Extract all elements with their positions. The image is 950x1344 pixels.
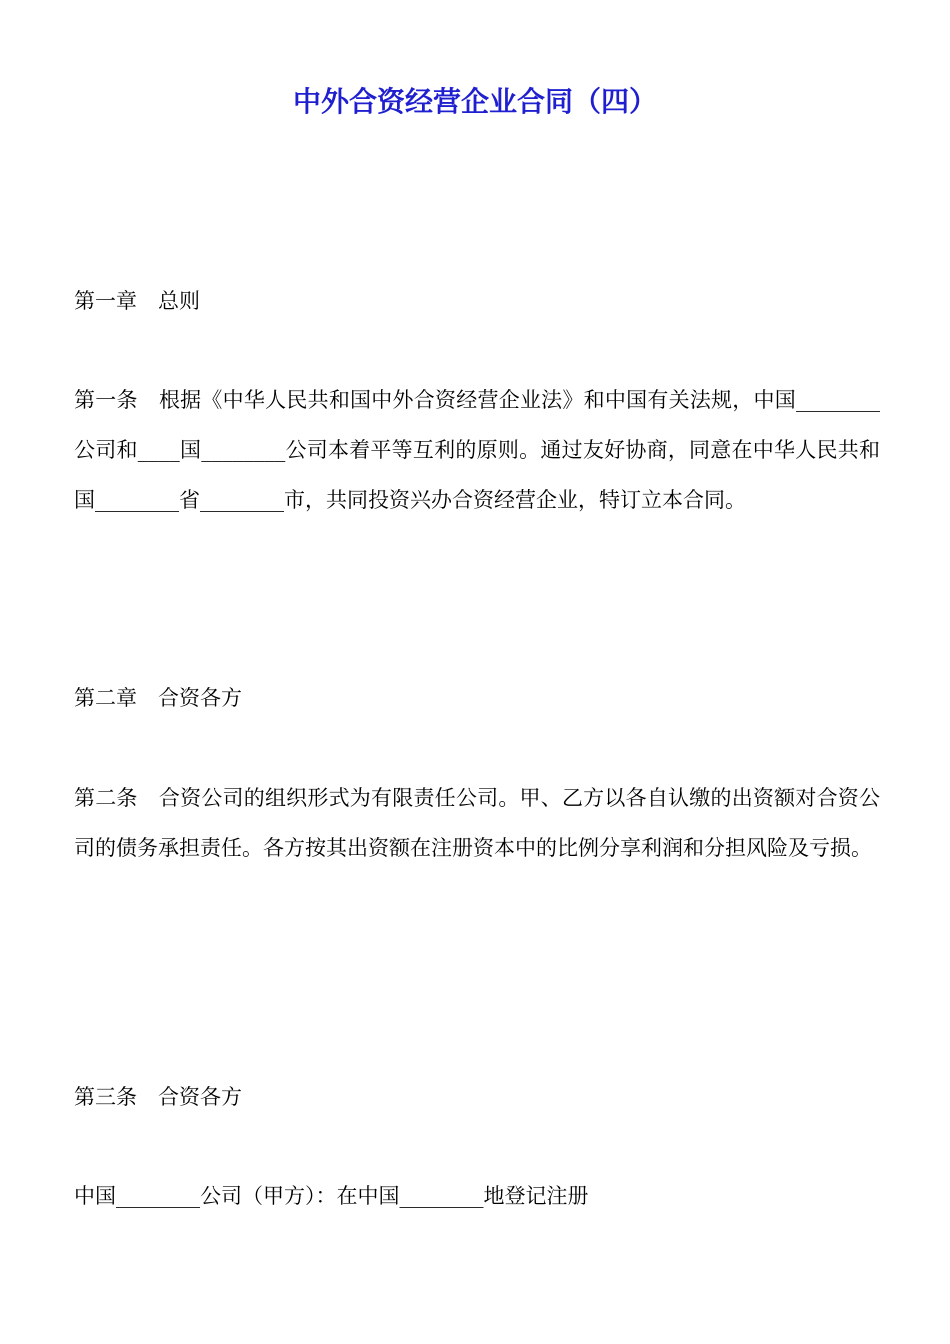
chapter-2-heading: 第二章 合资各方	[74, 686, 242, 710]
article-3-heading: 第三条 合资各方	[74, 1085, 242, 1109]
chapter-1-heading: 第一章 总则	[74, 289, 200, 313]
party-a-line: 中国________公司（甲方）：在中国________地登记注册	[74, 1184, 589, 1208]
article-1-paragraph: 第一条 根据《中华人民共和国中外合资经营企业法》和中国有关法规，中国________公司和____国________公司本着平等互利的原则。通过友好协商，同意在中华人民共和国________省________市，共同投资兴办合资经营企业，特订立本合同。	[74, 388, 880, 512]
article-2-paragraph: 第二条 合资公司的组织形式为有限责任公司。甲、乙方以各自认缴的出资额对合资公司的债务承担责任。各方按其出资额在注册资本中的比例分享利润和分担风险及亏损。	[74, 786, 880, 860]
document-title: 中外合资经营企业合同（四）	[292, 85, 657, 118]
